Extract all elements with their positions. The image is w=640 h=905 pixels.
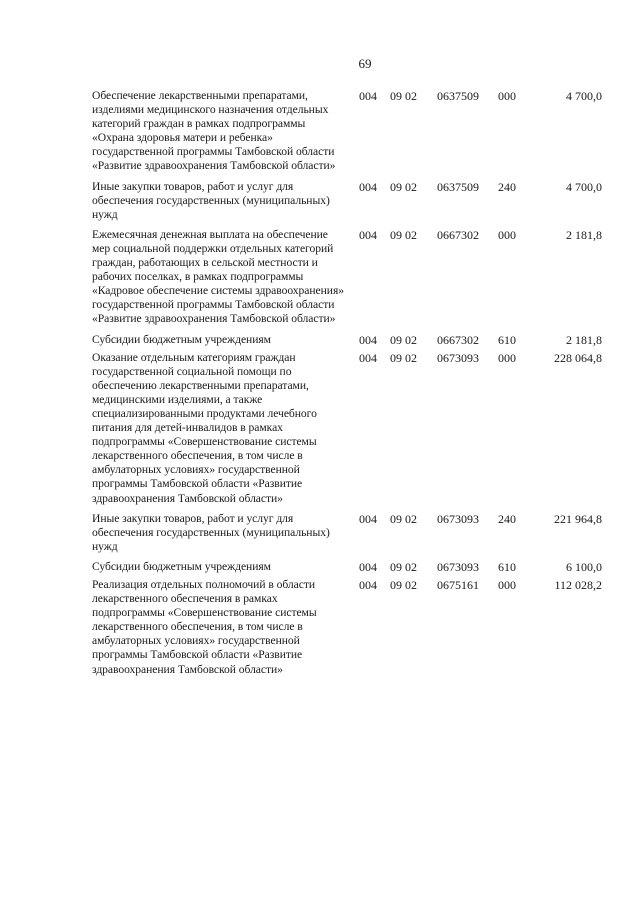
row-description: Обеспечение лекарственными препаратами, изделиями медицинского назначения отдельных категорий граждан в рамках подпрограммы «Охрана здоровья матери и ребенка» государственной программы Тамбовской области «Развитие здравоохранения Тамбовской области»: [92, 89, 336, 173]
ministry-code: 004: [359, 332, 377, 347]
target-article-code: 0637509: [437, 179, 479, 194]
table-row: [92, 89, 602, 174]
amount: 4 700,0: [566, 179, 602, 194]
amount: 4 700,0: [566, 89, 602, 103]
expense-type-code: 000: [498, 578, 516, 592]
page-number: 69: [358, 56, 372, 71]
table-row: [92, 228, 602, 327]
target-article-code: 0673093: [437, 511, 479, 526]
target-article-code: 0667302: [437, 332, 479, 347]
target-article-code: 0637509: [437, 89, 479, 103]
amount: 221 964,8: [554, 511, 602, 526]
table-row: [92, 560, 602, 574]
ministry-code: 004: [359, 89, 377, 103]
target-article-code: 0667302: [437, 227, 479, 242]
amount: 2 181,8: [566, 227, 602, 242]
table-row: [92, 351, 602, 506]
expense-type-code: 240: [498, 511, 516, 526]
table-row: [92, 578, 602, 677]
amount: 228 064,8: [554, 350, 602, 365]
amount: 112 028,2: [554, 578, 602, 592]
section-code: 09 02: [390, 559, 417, 574]
expense-type-code: 610: [498, 559, 516, 574]
row-description: Оказание отдельным категориям граждан государственной социальной помощи по обеспечению лекарственными препаратами, медицинскими изделиями, а также специализированными продуктами лечебного питания для детей-инвалидов в рамках подпрограммы «Совершенствование системы лекарственного обеспечения, в том числе в амбулаторных условиях» государственной программы Тамбовской области «Развитие здравоохранения Тамбовской области»: [92, 350, 317, 505]
table-row: [92, 180, 602, 222]
budget-table: [92, 89, 602, 683]
row-description: Субсидии бюджетным учреждениям: [92, 332, 271, 346]
ministry-code: 004: [359, 350, 377, 365]
expense-type-code: 000: [498, 227, 516, 242]
amount: 6 100,0: [566, 559, 602, 574]
section-code: 09 02: [390, 511, 417, 526]
target-article-code: 0673093: [437, 559, 479, 574]
ministry-code: 004: [359, 227, 377, 242]
row-description: Субсидии бюджетным учреждениям: [92, 559, 271, 573]
section-code: 09 02: [390, 179, 417, 194]
ministry-code: 004: [359, 559, 377, 574]
ministry-code: 004: [359, 511, 377, 526]
section-code: 09 02: [390, 332, 417, 347]
row-description: Ежемесячная денежная выплата на обеспечение мер социальной поддержки отдельных категорий граждан, работающих в сельской местности и рабочих поселках, в рамках подпрограммы «Кадровое обеспечение системы здравоохранения» государственной программы Тамбовской области «Развитие здравоохранения Тамбовской области»: [92, 227, 344, 326]
expense-type-code: 240: [498, 179, 516, 194]
expense-type-code: 000: [498, 89, 516, 103]
section-code: 09 02: [390, 350, 417, 365]
row-description: Иные закупки товаров, работ и услуг для обеспечения государственных (муниципальных) нужд: [92, 511, 330, 553]
ministry-code: 004: [359, 179, 377, 194]
target-article-code: 0673093: [437, 350, 479, 365]
expense-type-code: 610: [498, 332, 516, 347]
target-article-code: 0675161: [437, 578, 479, 592]
section-code: 09 02: [390, 578, 417, 592]
expense-type-code: 000: [498, 350, 516, 365]
row-description: Иные закупки товаров, работ и услуг для обеспечения государственных (муниципальных) нужд: [92, 179, 330, 221]
section-code: 09 02: [390, 227, 417, 242]
amount: 2 181,8: [566, 332, 602, 347]
table-row: [92, 512, 602, 554]
ministry-code: 004: [359, 578, 377, 592]
section-code: 09 02: [390, 89, 417, 103]
row-description: Реализация отдельных полномочий в области лекарственного обеспечения в рамках подпрограммы «Совершенствование системы лекарственного обеспечения, в том числе в амбулаторных условиях» государственной программы Тамбовской области «Развитие здравоохранения Тамбовской области»: [92, 578, 317, 676]
table-row: [92, 333, 602, 347]
